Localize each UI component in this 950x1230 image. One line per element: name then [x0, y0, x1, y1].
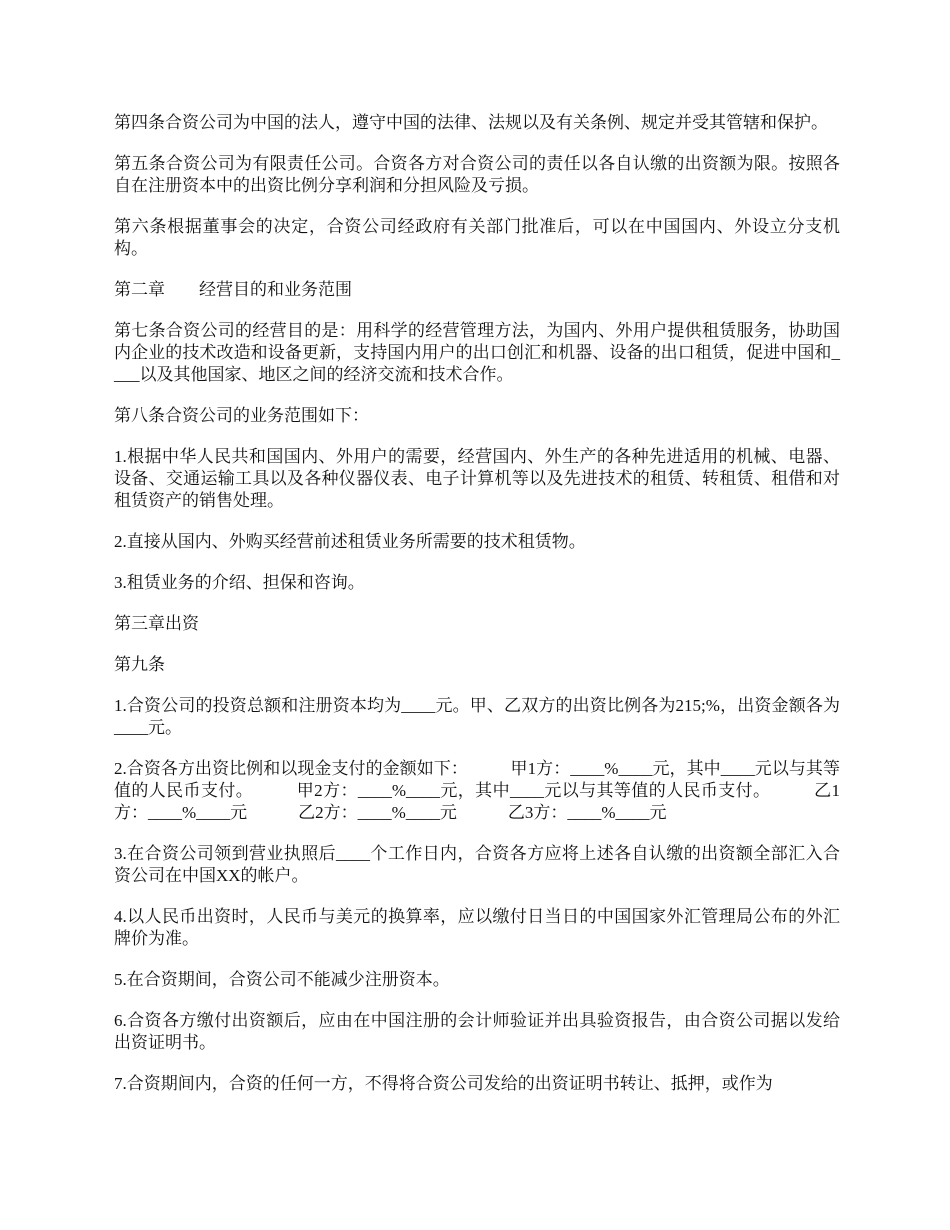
article-9-item-7: 7.合资期间内，合资的任何一方，不得将合资公司发给的出资证明书转让、抵押，或作为 [114, 1074, 773, 1093]
article-8-item-1: 1.根据中华人民共和国国内、外用户的需要，经营国内、外生产的各种先进适用的机械、电器、设备、交通运输工具以及各种仪器仪表、电子计算机等以及先进技术的租赁、转租赁、租借和对租赁资产的销售处理。 [114, 447, 840, 510]
chapter-2-heading: 第二章 经营目的和业务范围 [114, 280, 352, 299]
article-9-item-2: 2.合资各方出资比例和以现金支付的金额如下： 甲1方：____%____元，其中____元以与其等值的人民币支付。 甲2方：____%____元，其中____元以与其等值的人民币支付。 乙1方：____%____元 乙2方：____%____元 乙3方：____%____元 [114, 759, 840, 822]
article-4: 第四条合资公司为中国的法人，遵守中国的法律、法规以及有关条例、规定并受其管辖和保护。 [114, 113, 828, 132]
article-9-item-6: 6.合资各方缴付出资额后，应由在中国注册的会计师验证并出具验资报告，由合资公司据以发给出资证明书。 [114, 1011, 840, 1052]
article-7: 第七条合资公司的经营目的是：用科学的经营管理方法，为国内、外用户提供租赁服务，协助国内企业的技术改造和设备更新，支持国内用户的出口创汇和机器、设备的出口租赁，促进中国和____以及其他国家、地区之间的经济交流和技术合作。 [114, 321, 840, 384]
article-9-item-3: 3.在合资公司领到营业执照后____个工作日内，合资各方应将上述各自认缴的出资额全部汇入合资公司在中国XX的帐户。 [114, 844, 840, 885]
article-9-item-4: 4.以人民币出资时，人民币与美元的换算率，应以缴付日当日的中国国家外汇管理局公布的外汇牌价为准。 [114, 907, 840, 948]
article-8-item-3: 3.租赁业务的介绍、担保和咨询。 [114, 573, 365, 592]
article-9: 第九条 [114, 655, 165, 674]
article-9-item-5: 5.在合资期间，合资公司不能减少注册资本。 [114, 970, 450, 989]
document-body [114, 112, 840, 1114]
chapter-3-heading: 第三章出资 [114, 614, 199, 633]
article-8: 第八条合资公司的业务范围如下： [114, 406, 369, 425]
article-6: 第六条根据董事会的决定，合资公司经政府有关部门批准后，可以在中国国内、外设立分支机构。 [114, 217, 840, 258]
article-5: 第五条合资公司为有限责任公司。合资各方对合资公司的责任以各自认缴的出资额为限。按照各自在注册资本中的出资比例分享利润和分担风险及亏损。 [114, 154, 840, 195]
article-9-item-1: 1.合资公司的投资总额和注册资本均为____元。甲、乙双方的出资比例各为215;%，出资金额各为____元。 [114, 696, 840, 737]
article-8-item-2: 2.直接从国内、外购买经营前述租赁业务所需要的技术租赁物。 [114, 532, 586, 551]
